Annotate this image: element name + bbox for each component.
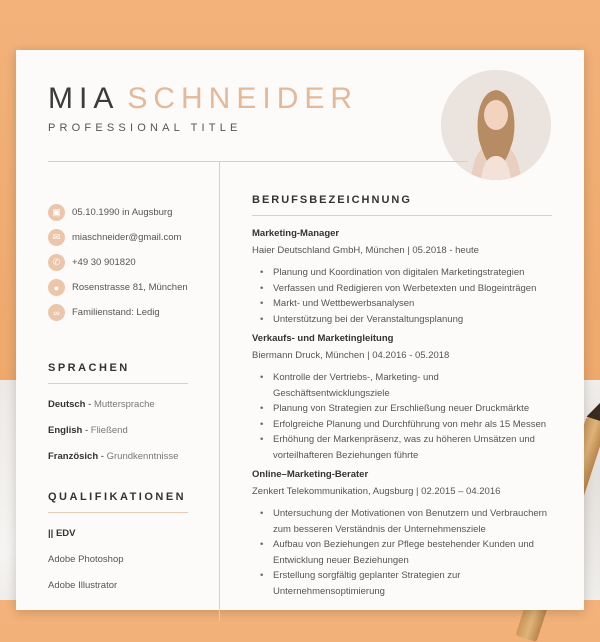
header-divider <box>48 161 468 162</box>
job-bullet: • Unterstützung bei der Veranstaltungsplanung <box>260 312 552 328</box>
job-bullet: • Planung und Koordination von digitalen Marketingstrategien <box>260 265 552 281</box>
job-title: Verkaufs- und Marketingleitung <box>252 333 394 344</box>
job-bullet: • Aufbau von Beziehungen zur Pflege bestehender Kunden und Entwicklung neuer Beziehungen <box>260 537 552 568</box>
job-bullet: • Markt- und Wettbewerbsanalysen <box>260 296 552 312</box>
column-divider <box>219 161 220 621</box>
job-bullets <box>260 370 552 463</box>
job-bullet: • Untersuchung der Motivationen von Benutzern und Verbrauchern zum besseren Verständnis der Unternehmensziele <box>260 506 552 537</box>
contact-address <box>48 275 213 300</box>
job-bullet: • Erfolgreiche Planung und Durchführung von mehr als 15 Messen <box>260 417 552 433</box>
job-entry <box>252 228 552 327</box>
job-title: Online–Marketing-Berater <box>252 469 369 480</box>
qualification-item: Adobe Illustrator <box>48 580 118 591</box>
job-company: Biermann Druck, München | 04.2016 - 05.2018 <box>252 350 450 361</box>
phone-icon: ✆ <box>48 254 65 271</box>
rings-icon: ∞ <box>48 304 65 321</box>
qualifications-section <box>48 491 188 591</box>
job-bullet: • Erhöhung der Markenpräsenz, was zu höheren Umsätzen und vorteilhafteren Beziehungen führte <box>260 432 552 463</box>
qualification-category: || EDV <box>48 528 76 539</box>
contact-text: miaschneider@gmail.com <box>72 232 182 243</box>
language-level: Muttersprache <box>93 399 155 410</box>
contact-birth <box>48 200 213 225</box>
mail-icon: ✉ <box>48 229 65 246</box>
section-divider <box>48 383 188 384</box>
job-title: Marketing-Manager <box>252 228 340 239</box>
language-item: Französich - Grundkenntnisse <box>48 451 179 462</box>
job-bullets <box>260 265 552 327</box>
language-level: Grundkenntnisse <box>106 451 179 462</box>
contact-text: 05.10.1990 in Augsburg <box>72 207 173 218</box>
job-company: Haier Deutschland GmbH, München | 05.2018 - heute <box>252 245 479 256</box>
job-bullets <box>260 506 552 599</box>
language-item: Deutsch - Muttersprache <box>48 399 155 410</box>
qualifications-heading: QUALIFIKATIONEN <box>48 491 187 503</box>
language-name: Deutsch <box>48 399 86 410</box>
job-bullet: • Verfassen und Redigieren von Werbetexten und Blogeinträgen <box>260 281 552 297</box>
last-name: SCHNEIDER <box>127 82 359 115</box>
language-name: Französich <box>48 451 99 462</box>
languages-heading: SPRACHEN <box>48 362 130 374</box>
contact-text: Familienstand: Ledig <box>72 307 160 318</box>
contact-email <box>48 225 213 250</box>
section-divider <box>252 215 552 216</box>
contact-phone <box>48 250 213 275</box>
contact-text: Rosenstrasse 81, München <box>72 282 188 293</box>
profile-photo <box>441 70 551 180</box>
qualification-item: Adobe Photoshop <box>48 554 124 565</box>
experience-section <box>252 194 552 605</box>
contact-list <box>48 200 213 325</box>
full-name <box>48 82 358 116</box>
job-bullet: • Erstellung sorgfältig geplanter Strategien zur Unternehmensoptimierung <box>260 568 552 599</box>
job-entry <box>252 469 552 599</box>
cake-icon: ▣ <box>48 204 65 221</box>
languages-section <box>48 362 188 462</box>
job-entry <box>252 333 552 463</box>
job-bullet: • Planung von Strategien zur Erschließung neuer Druckmärkte <box>260 401 552 417</box>
professional-title: PROFESSIONAL TITLE <box>48 122 242 134</box>
first-name: MIA <box>48 82 120 115</box>
job-company: Zenkert Telekommunikation, Augsburg | 02.2015 – 04.2016 <box>252 486 501 497</box>
section-divider <box>48 512 188 513</box>
job-bullet: • Kontrolle der Vertriebs-, Marketing- und Geschäftsentwicklungsziele <box>260 370 552 401</box>
contact-marital-status <box>48 300 213 325</box>
location-pin-icon: ● <box>48 279 65 296</box>
language-item: English - Fließend <box>48 425 128 436</box>
experience-heading: BERUFSBEZEICHNUNG <box>252 194 412 206</box>
resume-page <box>16 50 584 610</box>
contact-text: +49 30 901820 <box>72 257 136 268</box>
language-name: English <box>48 425 83 436</box>
language-level: Fließend <box>90 425 128 436</box>
